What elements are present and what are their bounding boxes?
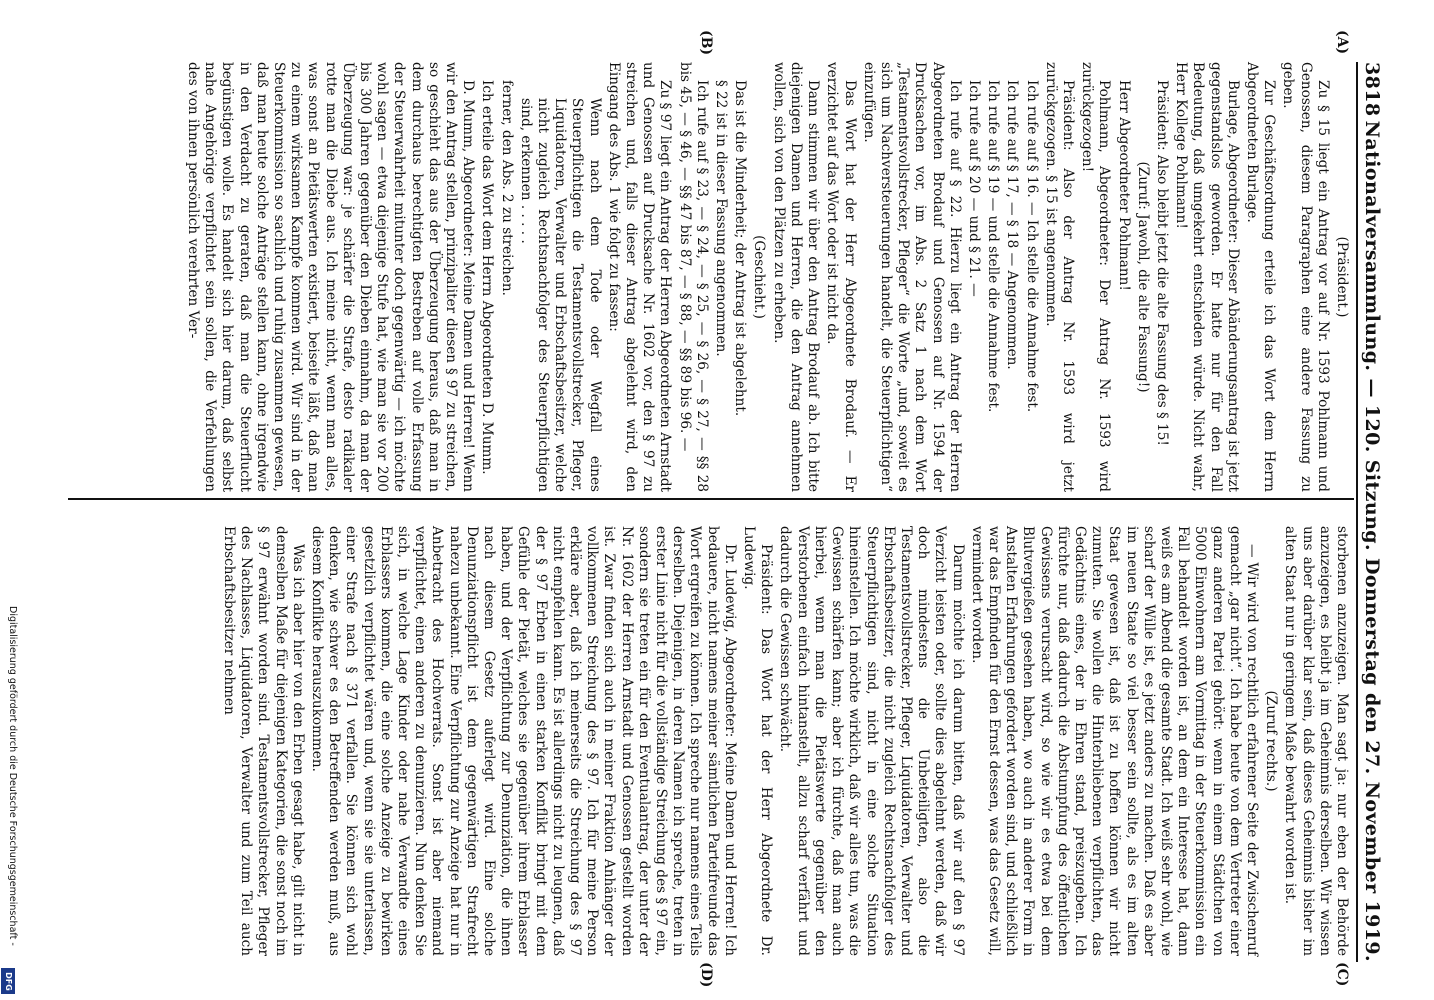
paragraph: ferner, den Abs. 2 zu streichen.	[498, 80, 515, 297]
paragraph: (Geschieht.)	[751, 235, 768, 319]
paragraph: Zur Geschäftsordnung erteile ich das Wort dem Herrn Abgeordneten Burlage.	[1243, 62, 1278, 492]
right-text-column	[218, 526, 1350, 956]
paragraph: (Präsident.)	[1334, 236, 1350, 318]
paragraph: Ich rufe auf § 17, — § 18 — Angenommen.	[1004, 80, 1021, 370]
paragraph: D. Mumm, Abgeordneter: Meine Damen und Herren! Wenn wir den Antrag stellen, prinzipaliter diesen § 97 zu streichen, so geschieht das aus der Überzeugung heraus, daß man in dem durchaus berechtigten Bestreben auf volle Erfassung der Steuerwahrheit mitunter doch gegenwärtig — ich möchte wohl sagen — etwa diejenige Stufe hat, wie man sie vor 200 bis 300 Jahren gegenüber den Dieben einnahm, da man der Überzeugung war: je schärfer die Strafe, desto radikaler rotte man die Diebe aus. Ich meine nicht, wenn man alles, was sonst an Pietätswerten existiert, beiseite läßt, daß man zu einem wirksamen Kampfe kommen wird. Wir sind in der Steuerkommission so sachlich und ruhig zusammen gewesen, daß man heute solche Anträge stellen kann, ohne irgendwie in den Verdacht zu geraten, daß man die Steuerflucht begünstigen wolle. Es handelt sich hier darum, daß selbst nahe Angehörige verpflichtet sein sollen, die Verfehlungen des von ihnen persönlich verehrten Ver-	[185, 62, 477, 492]
paragraph: Präsident: Also bleibt jetzt die alte Fassung des § 15!	[1153, 80, 1170, 446]
paragraph: (Zuruf: Jawohl, die alte Fassung!)	[1134, 161, 1151, 393]
credit-text: Digitalisierung gefördert durch die Deutsche Forschungsgemeinschaft -	[7, 606, 18, 946]
paragraph: storbenen anzuzeigen. Man sagt ja: nur eben der Behörde anzuzeigen, es bleibt ja im Geheimnis derselben. Wir wissen uns aber darüber klar sein, daß dieses Geheimnis bisher im alten Staat nur in geringem Maße bewahrt worden ist.	[1282, 526, 1350, 956]
paragraph: Zu § 15 liegt ein Antrag vor auf Nr. 1593 Pohlmann und Genossen, diesem Paragraphen eine andere Fassung zu geben.	[1280, 62, 1331, 492]
paragraph: § 22 ist in dieser Fassung angenommen.	[713, 80, 730, 357]
dfg-logo	[1, 968, 15, 994]
paragraph: Zu § 97 liegt ein Antrag der Herren Abgeordneten Arnstadt und Genossen auf Drucksache Nr. 1602 vor, den § 97 zu streichen und, falls dieser Antrag abgelehnt wird, den Eingang des Abs. 1 wie folgt zu fassen:	[605, 62, 674, 492]
paragraph: Präsident: Das Wort hat der Herr Abgeordnete Dr. Ludewig.	[741, 526, 775, 956]
page-number: 3818	[1361, 62, 1383, 117]
paragraph: — Wir wird von rechtlich erfahrener Seite der Zwischenruf gemacht „gar nicht“. Ich habe heute von dem Vertreter einer ganz anderen Partei gehört: wenn in einem Städtchen von 5000 Einwohnern am Vormittag in der Steuerkommission ein Fall behandelt worden ist, an dem ein Interesse hat, dann weiß es am Abend die gesamte Stadt. Ich weiß sehr wohl, wie scharf der Wille ist, es jetzt anders zu machen. Daß es aber im neuen Staate so viel besser sein sollte, als es im alten Staat gewesen ist, daß ist zu hoffen können wir nicht zumuten. Sie wollen die Hinterbliebenen verpflichten, das Gedächtnis eines, der in Ehren stand, preiszugeben. Ich fürchte nur, daß dadurch die Abstumpfung des öffentlichen Gewissens verursacht wird, so wie wir es etwa bei dem Blutvergießen gesehen haben, wo auch in anderer Form in Anstalten Erfahrungen gefordert worden sind, und schließlich war das Empfinden für den Ernst dessen, was das Gesetz will, vermindert worden.	[968, 526, 1260, 957]
page-title: Nationalversammlung. — 120. Sitzung. Donnerstag den 27. November 1919.	[1361, 120, 1383, 962]
margin-marker-a: (A)	[1334, 30, 1350, 55]
paragraph: Ich rufe auf § 16. — Ich stelle die Annahme fest.	[1023, 80, 1040, 413]
paragraph: Herr Abgeordneter Pohlmann!	[1115, 80, 1132, 291]
paragraph: Dann stimmen wir über den Antrag Brodauf ab. Ich bitte diejenigen Damen und Herren, die den Antrag annehmen wollen, sich von den Plätzen zu erheben.	[770, 62, 822, 492]
column-divider	[68, 498, 1354, 500]
paragraph: Darum möchte ich darum bitten, daß wir auf den § 97 Verzicht leisten oder, sollte dies abgelehnt werden, daß wir doch mindestens die Unbeteiligten, also die Testamentsvollstrecker, Pfleger, Liquidatoren, Verwalter und Erbschaftsbesitzer, die nicht zugleich Rechtsnachfolger des Steuerpflichtigen sind, nicht in eine solche Situation hineinstellen. Ich möchte wirklich, daß wir alles tun, was die Gewissen schärfen kann; aber ich fürchte, daß man auch hierbei, wenn man die Pietätswerte gegenüber den Verstorbenen einfach hintanstellt, allzu scharf verfährt und dadurch die Gewissen schwächt.	[777, 526, 966, 956]
page-header	[1356, 62, 1386, 962]
paragraph: Ich rufe auf § 20 — und § 21. —	[965, 80, 982, 297]
paragraph: Präsident: Also der Antrag Nr. 1593 wird jetzt zurückgezogen. § 15 ist angenommen.	[1042, 62, 1076, 492]
paragraph: Das Wort hat der Herr Abgeordnete Brodauf. — Er verzichtet auf das Wort oder ist nicht da.	[824, 62, 858, 492]
paragraph: Pohlmann, Abgeordneter: Der Antrag Nr. 1593 wird zurückgezogen!	[1079, 62, 1113, 492]
paragraph: Burlage, Abgeordneter: Dieser Abänderungsantrag ist jetzt gegenstandslos geworden. Er hatte nur für den Fall Bedeutung, daß umgekehrt entschieden würde. Nicht wahr, Herr Kollege Pohlmann!	[1173, 62, 1241, 492]
left-text-column	[182, 62, 1350, 492]
paragraph: Ich rufe auf § 23, — § 24, — § 25, — § 26, — § 27, — §§ 28 bis 45, — § 46, — §§ 47 bis 87, — § 88, — §§ 89 bis 96. —	[676, 62, 710, 492]
paragraph: Ich rufe auf § 19 — und stelle die Annahme fest.	[985, 80, 1002, 413]
paragraph: Ich erteile das Wort dem Herrn Abgeordneten D. Mumm.	[479, 80, 496, 475]
paragraph: (Zuruf rechts.)	[1263, 690, 1280, 792]
paragraph: Ich rufe auf § 22. Hierzu liegt ein Antrag der Herren Abgeordneten Brodauf und Genossen auf Nr. 1594 der Drucksachen vor, im Abs. 2 Satz 1 nach dem Wort „Testamentsvollstrecker, Pfleger“ die Worte „und, soweit es sich um Nachversteuerungen handelt, die Steuerpflichtigen“ einzufügen.	[860, 62, 963, 492]
margin-marker-c: (C)	[1334, 962, 1350, 987]
paragraph: Dr. Ludewig, Abgeordneter: Meine Damen und Herren! Ich bedauere, nicht namens meiner sämtlichen Parteifreunde das Wort ergreifen zu können. Ich spreche nur namens eines Teils derselben. Diejenigen, in deren Namen ich spreche, treten in erster Linie nicht für die vollständige Streichung des § 97 ein, sondern sie treten ein für den Eventualantrag, der unter der Nr. 1602 der Herren Arnstadt und Genossen gestellt worden ist. Zwar finden sich auch in meiner Fraktion Anhänger der vollkommenen Streichung des § 97. Ich für meine Person erkläre aber, daß ich meinerseits die Streichung des § 97 nicht empfehlen kann. Es ist allerdings nicht zu leugnen, daß der § 97 Erben in einen starken Konflikt bringt mit dem Gefühle der Pietät, welches sie gegenüber ihrem Erblasser haben, und der Verpflichtung zur Denunziation, die ihnen nach diesem Gesetz auferlegt wird. Eine solche Denunziationspflicht ist dem gegenwärtigen Strafrecht nahezu unbekannt. Eine Verpflichtung zur Anzeige hat nur in Anbetracht des Hochverrats. Sonst ist aber niemand verpflichtet, einen anderen zu denunzieren. Nun denken Sie sich, in welche Lage Kinder oder nahe Verwandte eines Erblassers kommen, die eine solche Anzeige zu bewirken gesetzlich verpflichtet wären und, wenn sie sie unterlassen, einer Strafe nach § 371 verfallen. Sie können sich wohl denken, wie schwer es den Betreffenden werden muß, aus diesem Konflikte herauszukommen.	[309, 526, 738, 956]
paragraph: Wenn nach dem Tode oder Wegfall eines Steuerpflichtigen die Testamentsvollstrecker, Pfleger, Liquidatoren, Verwalter und Erbschaftsbesitzer, welche nicht zugleich Rechtsnachfolger des Steuerpflichtigen sind, erkennen . . . . .	[517, 98, 603, 492]
margin-marker-b: (B)	[698, 30, 714, 56]
digitization-credit	[2, 606, 18, 996]
paragraph: Das ist die Minderheit; der Antrag ist abgelehnt.	[732, 80, 749, 417]
dfg-logo-text: DFG	[3, 971, 13, 991]
margin-marker-d: (D)	[698, 962, 714, 988]
paragraph: Was ich aber hier von den Erben gesagt habe, gilt nicht in demselben Maße für diejenigen Kategorien, die sonst noch im § 97 erwähnt worden sind. Testamentsvollstrecker, Pfleger des Nachlasses, Liquidatoren, Verwalter und zum Teil auch Erbschaftsbesitzer nehmen	[221, 526, 306, 956]
